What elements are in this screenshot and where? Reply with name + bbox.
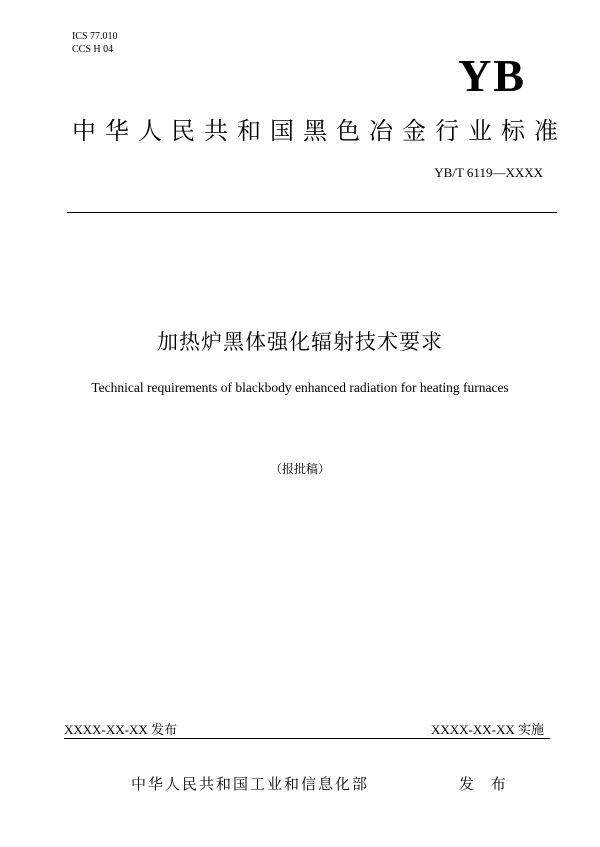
issue-date: XXXX-XX-XX 发布: [64, 722, 178, 737]
title-chinese: 加热炉黑体强化辐射技术要求: [157, 330, 443, 354]
yb-logo: YB: [458, 50, 526, 101]
ccs-code: CCS H 04: [72, 44, 114, 55]
header-divider: [67, 212, 557, 213]
standard-number: YB/T 6119—XXXX: [434, 165, 543, 180]
issuing-authority: 中华人民共和国工业和信息化部: [131, 775, 370, 793]
standard-type-heading: 中华人民共和国黑色冶金行业标准: [72, 117, 567, 145]
implementation-date: XXXX-XX-XX 实施: [430, 722, 544, 737]
issue-label: 发 布: [459, 775, 512, 793]
ics-code: ICS 77.010: [72, 31, 118, 42]
draft-status: （报批稿）: [269, 462, 330, 476]
title-english: Technical requirements of blackbody enhanced radiation for heating furnaces: [91, 380, 509, 395]
classification-codes: [72, 30, 118, 56]
footer-divider: [64, 738, 550, 739]
